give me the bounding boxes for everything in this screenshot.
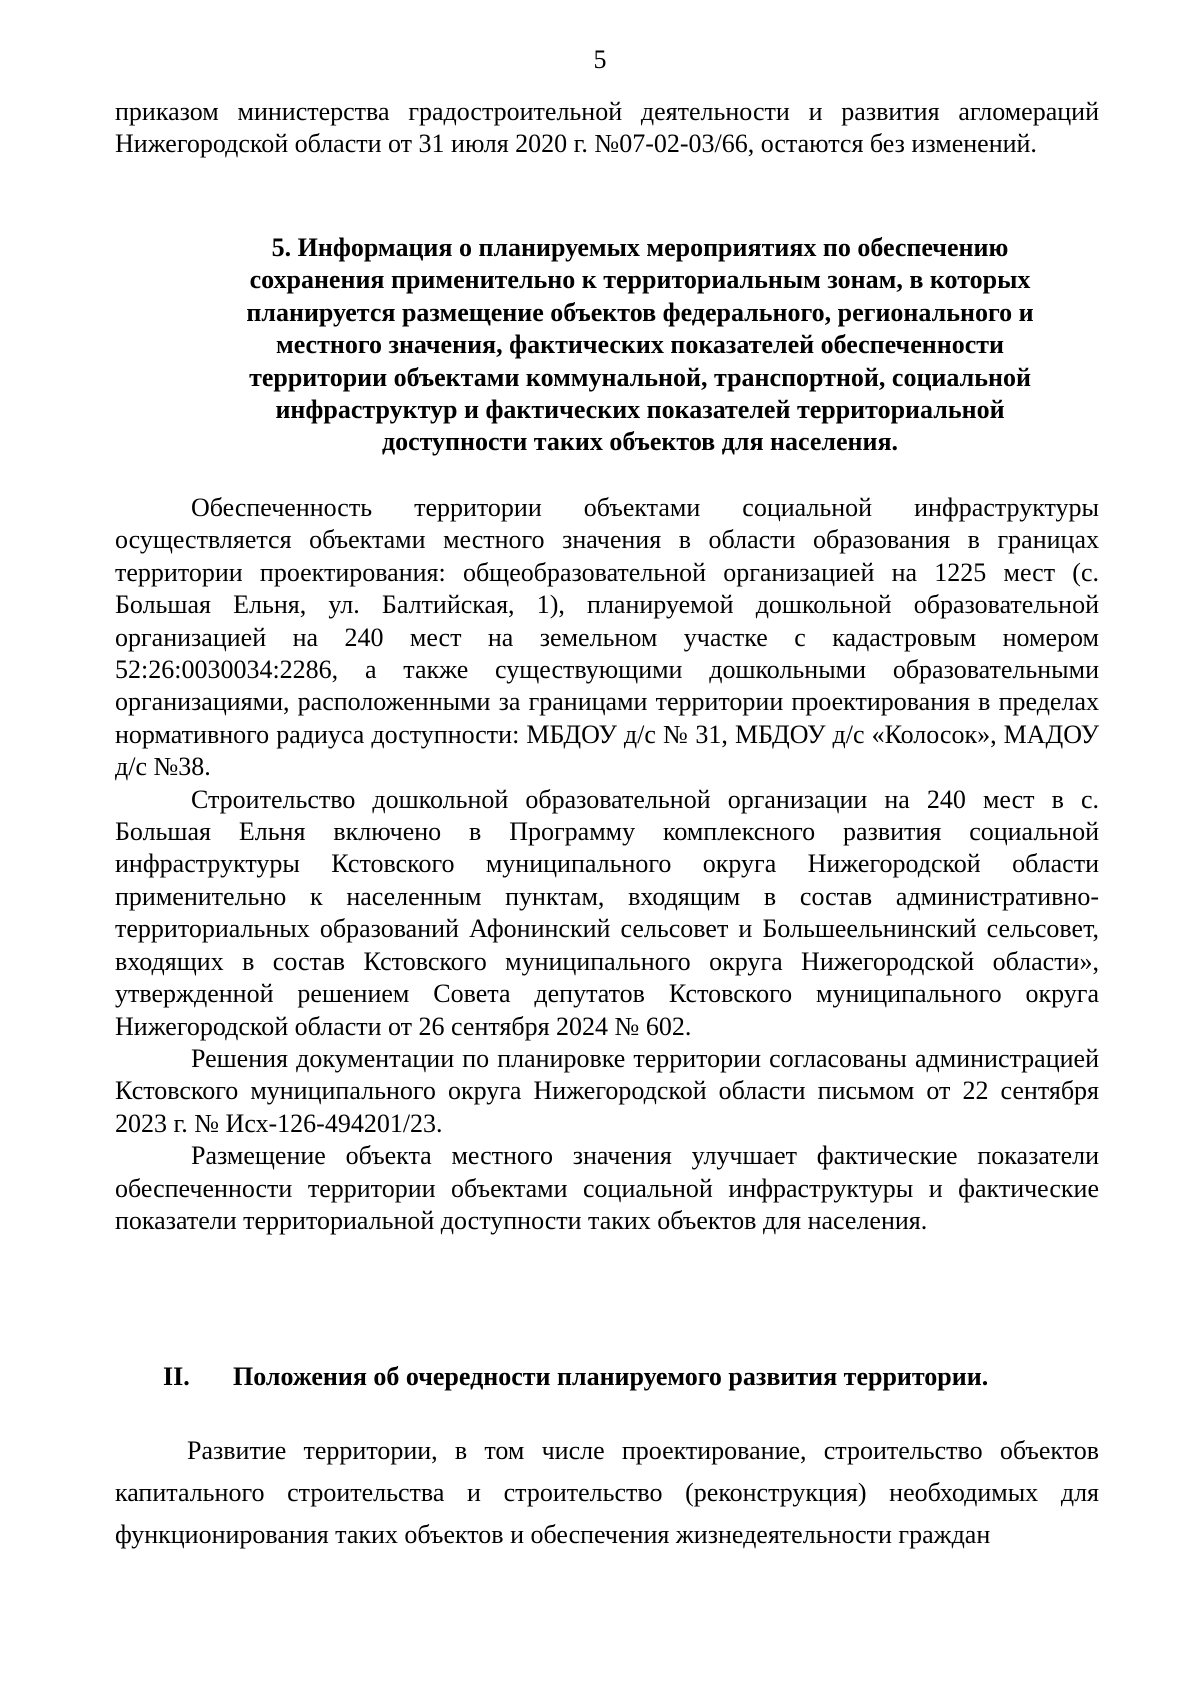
body-paragraph: Развитие территории, в том числе проектирование, строительство объектов капитального строительства и строительство (реконструкция) необходимых для функционирования таких объектов и обеспечения жизнедеятельности граждан [115,1436,1099,1549]
body-paragraph: Размещение объекта местного значения улучшает фактические показатели обеспеченности территории объектами социальной инфраструктуры и фактические показатели территориальной доступности таких объектов для населения. [115,1141,1099,1235]
page-number: 5 [593,45,607,74]
heading-line: сохранения применительно к территориальным зонам, в которых [249,265,1031,295]
body-paragraph: Решения документации по планировке территории согласованы администрацией Кстовского муниципального округа Нижегородской области письмом от 22 сентября 2023 г. № Исх-126-494201/23. [115,1043,1099,1138]
body-paragraph: Обеспеченность территории объектами социальной инфраструктуры осуществляется объектами местного значения в области образования в границах территории проектирования: общеобразовательной организацией на 1225 мест (с. Большая Ельня, ул. Балтийская, 1), планируемой дошкольной образовательной организацией на 240 мест на земельном участке с кадастровым номером 52:26:0030034:2286, а также существующими дошкольными образовательными организациями, расположенными за границами территории проектирования в пределах нормативного радиуса доступности: МБДОУ д/с № 31, МБДОУ д/с «Колосок», МАДОУ д/с №38. [115,493,1099,782]
section-5-heading [160,232,1120,459]
section-2-heading [163,1361,1103,1393]
intro-paragraph: приказом министерства градостроительной деятельности и развития агломераций Нижегородской области от 31 июля 2020 г. №07-02-03/66, остаются без изменений. [115,97,1099,159]
heading-line: доступности таких объектов для населения. [381,427,899,457]
section-5-body [115,492,1099,1237]
section-2-number: II. [163,1362,190,1391]
heading-line: инфраструктур и фактических показателей территориальной [275,395,1005,425]
heading-line: планируется размещение объектов федерального, регионального и [246,297,1034,327]
section-2-title: Положения об очередности планируемого развития территории. [233,1362,989,1391]
body-paragraph: Строительство дошкольной образовательной организации на 240 мест в с. Большая Ельня включено в Программу комплексного развития социальной инфраструктуры Кстовского муниципального округа Нижегородской области применительно к населенным пунктам, входящим в состав административно-территориальных образований Афонинский сельсовет и Большеельнинский сельсовет, входящих в состав Кстовского муниципального округа Нижегородской области», утвержденной решением Совета депутатов Кстовского муниципального округа Нижегородской области от 26 сентября 2024 № 602. [115,784,1099,1041]
intro-block [115,96,1099,161]
heading-line: местного значения, фактических показателей обеспеченности [275,330,1005,360]
heading-line: территории объектами коммунальной, транспортной, социальной [249,362,1031,392]
heading-line: 5. Информация о планируемых мероприятиях по обеспечению [271,233,1009,262]
section-2-body [115,1430,1099,1556]
